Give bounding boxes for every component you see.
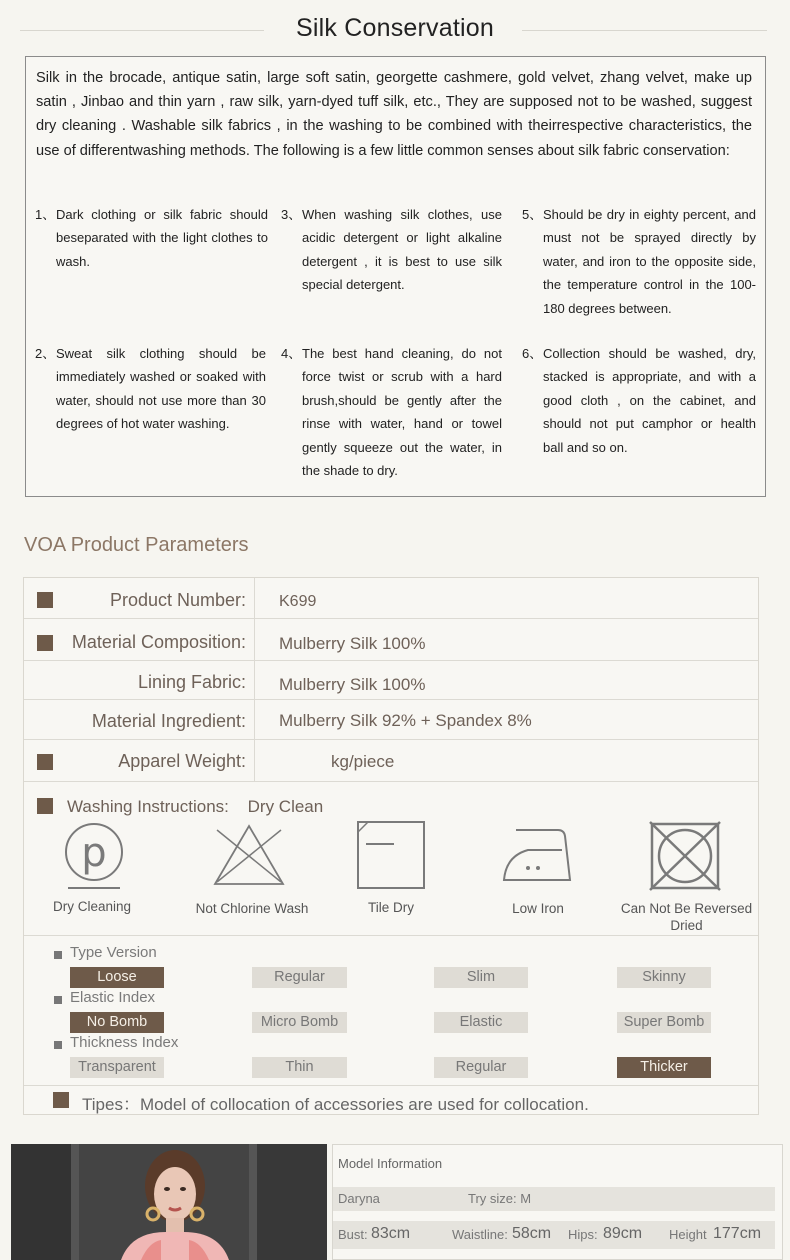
- model-info-box: [332, 1144, 783, 1260]
- tip-text: When washing silk clothes, use acidic detergent or light alkaline detergent , it is best to use silk special detergent.: [302, 207, 502, 293]
- elastic-option-elastic: Elastic: [434, 1012, 528, 1033]
- do-not-tumble-dry-icon: [648, 820, 722, 892]
- icon-caption: Can Not Be Reversed Dried: [620, 901, 753, 933]
- section-bullet: [54, 1041, 62, 1049]
- thickness-option-transparent: Transparent: [70, 1057, 164, 1078]
- page-title: Silk Conservation: [296, 14, 494, 42]
- dry-clean-p-icon: [62, 822, 126, 892]
- model-measurements-bar: [333, 1221, 775, 1249]
- type-version-title: Type Version: [70, 944, 157, 961]
- tile-dry-icon: [356, 820, 426, 890]
- svg-text:p: p: [81, 830, 107, 876]
- washing-value: Dry Clean: [247, 797, 324, 816]
- param-value: Mulberry Silk 100%: [279, 634, 426, 653]
- tip-text: Sweat silk clothing should be immediately washed or soaked with water, should not use more than 30 degrees of hot water washing.: [56, 346, 266, 432]
- thickness-option-thin: Thin: [252, 1057, 347, 1078]
- bust-value: 83cm: [371, 1225, 411, 1242]
- table-column-divider: [254, 578, 255, 782]
- thickness-index-title: Thickness Index: [70, 1034, 179, 1051]
- parameters-title: VOA Product Parameters: [24, 534, 249, 556]
- type-option-slim: Slim: [434, 967, 528, 988]
- row-bullet: [37, 635, 53, 651]
- elastic-option-super-bomb: Super Bomb: [617, 1012, 711, 1033]
- param-row-lining-fabric: [24, 661, 758, 700]
- type-option-regular: Regular: [252, 967, 347, 988]
- height-value: 177cm: [713, 1225, 762, 1242]
- type-option-skinny: Skinny: [617, 967, 711, 988]
- no-chlorine-triangle-icon: [211, 822, 287, 888]
- icon-caption: Dry Cleaning: [52, 899, 132, 914]
- tip-number: 4、: [281, 346, 302, 361]
- param-label: Product Number:: [109, 590, 246, 610]
- param-value: kg/piece: [331, 752, 395, 771]
- param-value: Mulberry Silk 92% + Spandex 8%: [279, 711, 532, 730]
- elastic-option-no-bomb: No Bomb: [70, 1012, 164, 1033]
- tip-text: Collection should be washed, dry, stacked is appropriate, and with a good cloth , on the cabinet, and should not put camphor or health ball and so on.: [543, 346, 756, 455]
- tip-number: 6、: [522, 346, 543, 361]
- waist-value: 58cm: [512, 1225, 552, 1242]
- thickness-option-thicker: Thicker: [617, 1057, 711, 1078]
- section-bullet: [54, 996, 62, 1004]
- param-row-material-composition: [24, 619, 758, 661]
- elastic-option-micro-bomb: Micro Bomb: [252, 1012, 347, 1033]
- parameters-table: [23, 577, 759, 1115]
- param-row-material-ingredient: [24, 700, 758, 740]
- tip-number: 5、: [522, 207, 543, 222]
- washing-label: [67, 797, 323, 817]
- tip-text: Should be dry in eighty percent, and must not be sprayed directly by water, and iron to the opposite side, the temperature control in the 100-180 degrees between.: [543, 207, 756, 316]
- conservation-intro: Silk in the brocade, antique satin, large soft satin, georgette cashmere, gold velvet, zhang velvet, make up satin , Jinbao and thin yarn , raw silk, yarn-dyed tuff silk, etc., They are supposed not to be washed, suggest dry cleaning . Washable silk fabrics , in the washing to be combined with theirrespective characteristics, the use of differentwashing methods. The following is a few little common senses about silk fabric conservation:: [36, 70, 752, 159]
- row-bullet: [37, 798, 53, 814]
- bust-label: Bust:: [338, 1227, 368, 1242]
- tip-text: The best hand cleaning, do not force twist or scrub with a hard brush,should be gently after the rinse with water, hand or towel gently squeeze out the water, in the shade to dry.: [302, 346, 502, 479]
- param-label: Lining Fabric:: [137, 672, 246, 692]
- param-row-apparel-weight: [24, 740, 758, 782]
- tip-number: 1、: [35, 207, 56, 222]
- hips-value: 89cm: [603, 1225, 643, 1242]
- waist-label: Waistline:: [452, 1227, 508, 1242]
- washing-label-text: Washing Instructions:: [67, 797, 229, 816]
- model-photo: [11, 1144, 327, 1260]
- model-info-title: Model Information: [338, 1156, 443, 1171]
- icon-caption: Not Chlorine Wash: [195, 901, 309, 916]
- param-value: K699: [279, 593, 317, 610]
- tip-number: 3、: [281, 207, 302, 222]
- icon-caption: Low Iron: [512, 901, 564, 916]
- elastic-index-title: Elastic Index: [70, 989, 156, 1006]
- tip-text: Dark clothing or silk fabric should beseparated with the light clothes to wash.: [56, 207, 268, 269]
- tips-bullet: [53, 1092, 69, 1108]
- param-row-product-number: [24, 578, 758, 619]
- model-name-bar: [333, 1187, 775, 1211]
- conservation-box: [25, 56, 766, 497]
- washing-section: [24, 782, 758, 936]
- model-photo-illustration: [11, 1144, 327, 1260]
- hips-label: Hips:: [568, 1227, 598, 1242]
- fit-index-section: [24, 936, 758, 1086]
- tips-note: Tipes：Model of collocation of accessories are used for collocation.: [82, 1095, 589, 1114]
- row-bullet: [37, 592, 53, 608]
- param-label: Material Composition:: [71, 632, 246, 652]
- section-bullet: [54, 951, 62, 959]
- icon-caption: Tile Dry: [368, 900, 414, 915]
- param-value: Mulberry Silk 100%: [279, 675, 426, 694]
- model-try-size: Try size: M: [468, 1191, 532, 1206]
- param-label: Material Ingredient:: [91, 711, 246, 731]
- tip-number: 2、: [35, 346, 56, 361]
- low-iron-icon: [502, 826, 574, 886]
- height-label: Height: [669, 1227, 707, 1242]
- thickness-option-regular: Regular: [434, 1057, 528, 1078]
- param-label: Apparel Weight:: [118, 751, 246, 771]
- type-option-loose: Loose: [70, 967, 164, 988]
- row-bullet: [37, 754, 53, 770]
- model-name: Daryna: [338, 1191, 380, 1206]
